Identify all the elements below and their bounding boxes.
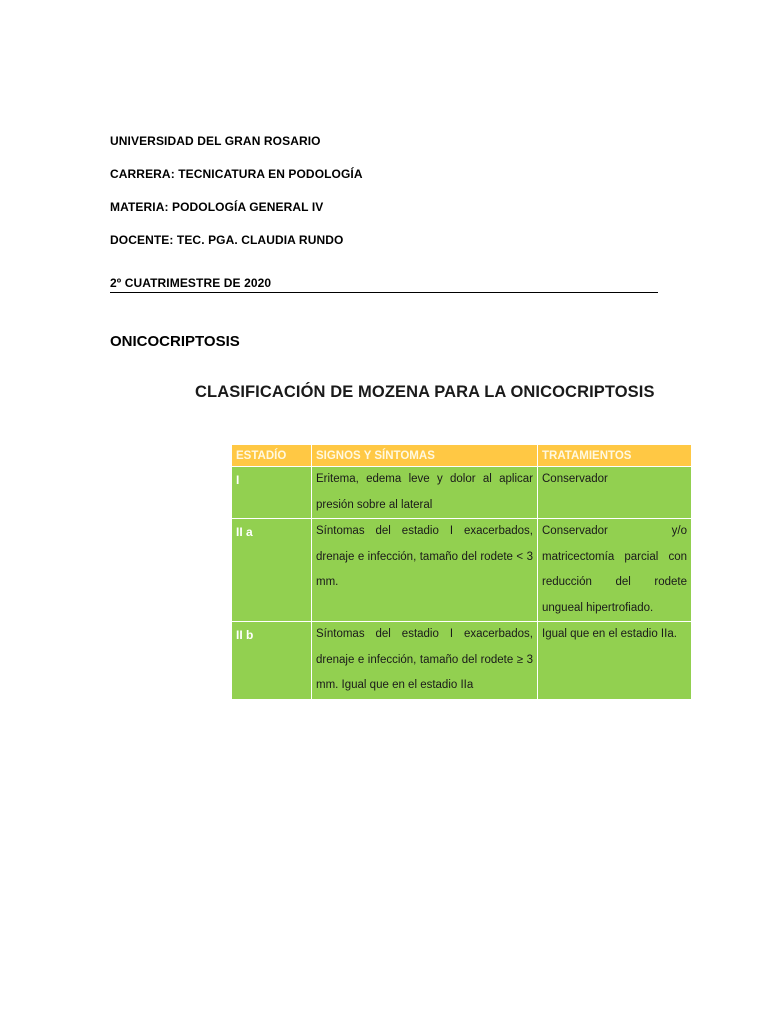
- subject-line: MATERIA: PODOLOGÍA GENERAL IV: [110, 200, 324, 214]
- signs-cell: Eritema, edema leve y dolor al aplicar presión sobre al lateral: [312, 467, 538, 519]
- career-line: CARRERA: TECNICATURA EN PODOLOGÍA: [110, 167, 363, 181]
- section-title: ONICOCRIPTOSIS: [110, 333, 240, 350]
- university-name: UNIVERSIDAD DEL GRAN ROSARIO: [110, 134, 321, 148]
- signs-cell: Síntomas del estadio I exacerbados, drenaje e infección, tamaño del rodete ≥ 3 mm. Igual que en el estadio IIa: [312, 622, 538, 700]
- header-stage: ESTADÍO: [232, 445, 312, 467]
- treatment-cell: Conservador y/o matricectomía parcial con reducción del rodete ungueal hipertrofiado.: [538, 519, 692, 622]
- semester-line: 2º CUATRIMESTRE DE 2020: [110, 276, 272, 290]
- stage-cell: I: [232, 467, 312, 519]
- header-treatment: TRATAMIENTOS: [538, 445, 692, 467]
- treatment-cell: Igual que en el estadio IIa.: [538, 622, 692, 700]
- signs-cell: Síntomas del estadio I exacerbados, drenaje e infección, tamaño del rodete < 3 mm.: [312, 519, 538, 622]
- table-row: [232, 519, 692, 622]
- table-header-row: [232, 445, 692, 467]
- table-title: CLASIFICACIÓN DE MOZENA PARA LA ONICOCRIPTOSIS: [195, 383, 655, 401]
- table-row: [232, 467, 692, 519]
- treatment-cell: Conservador: [538, 467, 692, 519]
- teacher-line: DOCENTE: TEC. PGA. CLAUDIA RUNDO: [110, 233, 344, 247]
- semester-underline: [110, 292, 658, 293]
- mozena-classification-table: [231, 444, 692, 700]
- table-row: [232, 622, 692, 700]
- stage-cell: II a: [232, 519, 312, 622]
- stage-cell: II b: [232, 622, 312, 700]
- header-signs: SIGNOS Y SÍNTOMAS: [312, 445, 538, 467]
